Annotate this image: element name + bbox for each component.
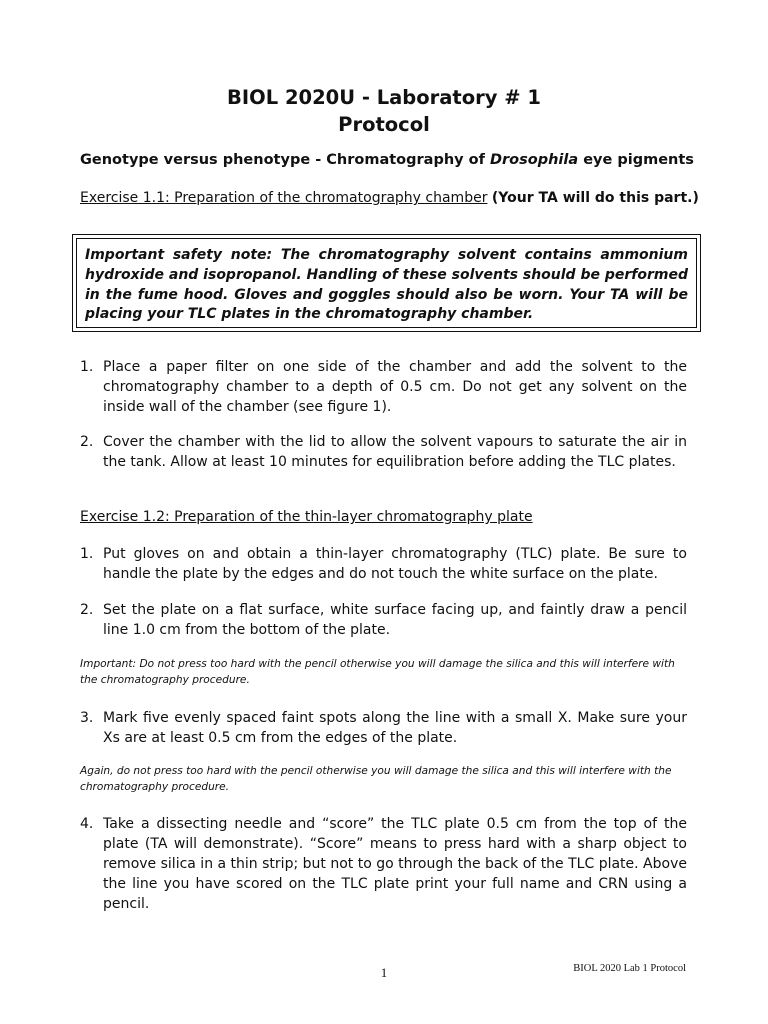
lab-subtitle [80, 150, 700, 170]
step-text: Take a dissecting needle and “score” the TLC plate 0.5 cm from the top of the plate (TA will demonstrate). “Score” means to press hard with a sharp object to remove silica in a thin strip; but not to go through the back of the TLC plate. Above the line you have scored on the TLC plate print your full name and CRN using a pencil. [103, 816, 687, 912]
exercise-1-ta-note: (Your TA will do this part.) [491, 190, 699, 206]
step-number: 3. [80, 710, 94, 726]
subtitle-suffix: eye pigments [578, 152, 694, 168]
step-number: 2. [80, 434, 94, 450]
exercise-2-step-1 [80, 544, 687, 584]
exercise-2-step-3 [80, 708, 687, 748]
page-title [0, 84, 768, 138]
step-text: Put gloves on and obtain a thin-layer chromatography (TLC) plate. Be sure to handle the plate by the edges and do not touch the white surface on the plate. [103, 546, 687, 582]
pencil-warning-note-repeat: Again, do not press too hard with the pencil otherwise you will damage the silica and this will interfere with the chromatography procedure. [80, 765, 672, 793]
step-text: Mark five evenly spaced faint spots along the line with a small X. Make sure your Xs are at least 0.5 cm from the edges of the plate. [103, 710, 687, 746]
step-text: Cover the chamber with the lid to allow the solvent vapours to saturate the air in the tank. Allow at least 10 minutes for equilibration before adding the TLC plates. [103, 434, 687, 470]
exercise-2-heading [80, 507, 720, 527]
title-line-1: BIOL 2020U - Laboratory # 1 [227, 86, 541, 109]
exercise-1-title: Exercise 1.1: Preparation of the chromatography chamber [80, 190, 488, 206]
footer-label: BIOL 2020 Lab 1 Protocol [573, 963, 686, 974]
step-number: 1. [80, 546, 94, 562]
title-line-2: Protocol [338, 113, 430, 136]
step-number: 1. [80, 359, 94, 375]
subtitle-prefix: Genotype versus phenotype - Chromatography of [80, 152, 490, 168]
safety-note-text: Important safety note: The chromatography solvent contains ammonium hydroxide and isopropanol. Handling of these solvents should be performed in the fume hood. Gloves and goggles should also be worn. Your TA will be placing your TLC plates in the chromatography chamber. [76, 238, 697, 328]
step-number: 2. [80, 602, 94, 618]
subtitle-species: Drosophila [489, 152, 579, 168]
exercise-1-heading [80, 188, 720, 208]
exercise-2-step-4 [80, 814, 687, 914]
step-text: Set the plate on a flat surface, white surface facing up, and faintly draw a pencil line 1.0 cm from the bottom of the plate. [103, 602, 687, 638]
pencil-warning-note: Important: Do not press too hard with the pencil otherwise you will damage the silica and this will interfere with the chromatography procedure. [80, 658, 675, 686]
exercise-1-step-2 [80, 432, 687, 472]
safety-note-box [72, 234, 701, 332]
page-number: 1 [380, 965, 388, 980]
exercise-1-step-1 [80, 357, 687, 417]
step-number: 4. [80, 816, 94, 832]
exercise-2-title: Exercise 1.2: Preparation of the thin-layer chromatography plate [80, 509, 533, 525]
exercise-2-step-2 [80, 600, 687, 640]
step-text: Place a paper filter on one side of the chamber and add the solvent to the chromatography chamber to a depth of 0.5 cm. Do not get any solvent on the inside wall of the chamber (see figure 1). [103, 359, 687, 415]
